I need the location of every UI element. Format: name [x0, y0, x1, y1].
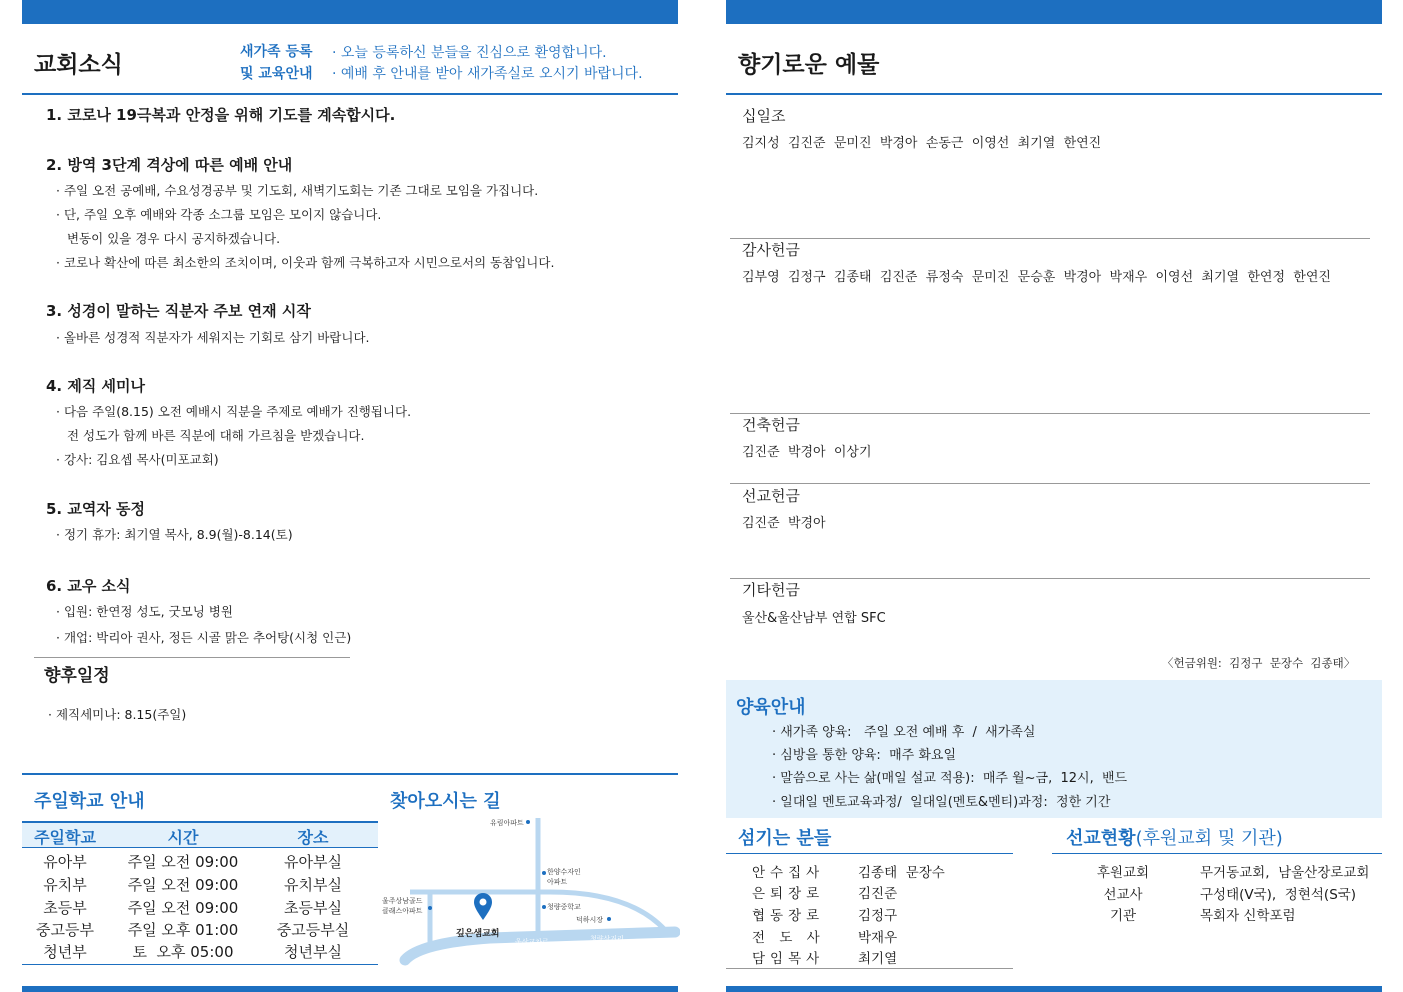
time-cell: 주일 오전 09:00 [127, 876, 239, 894]
schedule-title: 향후일정 [44, 666, 110, 686]
news-item-4-line-3: · 강사: 김요셉 목사(미포교회) [56, 452, 219, 467]
offering-group-title: 감사헌금 [742, 241, 800, 259]
church-marker-icon [474, 893, 492, 920]
news-item-1-title: 1. 코로나 19극복과 안정을 위해 기도를 계속합시다. [46, 106, 396, 124]
offering-group-names: 김부영 김정구 김종태 김진준 류정숙 문미진 문승훈 박경아 박재우 이영선 최기열 한연정 한연진 [742, 270, 1331, 285]
mission-value: 무거동교회, 남울산장로교회 [1200, 865, 1370, 881]
schedule-line: · 제직세미나: 8.15(주일) [48, 707, 187, 722]
bottom-bar-left [22, 986, 678, 992]
offering-group-names: 김진준 박경아 [742, 516, 826, 531]
offering-divider [730, 483, 1370, 484]
nurture-line: · 심방을 통한 양육: 매주 화요일 [772, 748, 957, 763]
map-label-road-2: 청량삼거리 [590, 935, 624, 943]
offering-committee: 〈헌금위원: 김정구 문장수 김종태〉 [1162, 656, 1356, 670]
news-item-6-line-1: · 입원: 한연정 성도, 굿모닝 병원 [56, 604, 233, 619]
offering-group-title: 기타헌금 [742, 581, 800, 599]
news-item-2-line-3: 변동이 있을 경우 다시 공지하겠습니다. [67, 231, 281, 246]
mission-key: 기관 [1109, 908, 1137, 924]
time-cell: 토 오후 05:00 [132, 943, 234, 961]
servant-role: 협동장로 [752, 908, 825, 924]
news-item-6-line-2: · 개업: 박리아 권사, 정든 시골 맑은 추어탕(시청 인근) [56, 630, 352, 645]
map-label-yurim: 유림아파트 [490, 819, 524, 827]
missions-title-main: 선교현황 [1066, 828, 1136, 849]
map-label-hanyang-2: 아파트 [547, 878, 568, 886]
bottom-bar-right [726, 986, 1382, 992]
servant-row [752, 926, 1012, 948]
map-label-road-1: 울산교차로 [515, 938, 549, 946]
servant-row [752, 947, 1012, 969]
news-item-4-line-2: 전 성도가 함께 바른 직분에 대해 가르침을 받겠습니다. [67, 428, 365, 443]
servants-title: 섬기는 분들 [738, 828, 832, 849]
map-dot-cheongnyang [542, 905, 546, 909]
table-row [22, 874, 377, 896]
servant-role: 은퇴장로 [752, 886, 825, 902]
place-cell: 유아부실 [284, 853, 342, 871]
dept-cell: 초등부 [43, 899, 87, 917]
map-title: 찾아오시는 길 [390, 791, 501, 812]
dept-cell: 청년부 [43, 943, 87, 961]
map-label-woosu-1: 울주상남골드 [382, 897, 423, 905]
newcomer-label-2: 및 교육안내 [240, 66, 313, 82]
place-cell: 초등부실 [284, 899, 342, 917]
servant-name: 김정구 [858, 908, 898, 924]
map-label-deokha: 덕하시장 [576, 916, 604, 924]
servant-role: 담임목사 [752, 951, 825, 967]
mission-key: 후원교회 [1096, 865, 1150, 881]
sunday-school-header-line [22, 847, 378, 848]
offering-group-title: 십일조 [742, 107, 786, 125]
offering-group-title: 건축헌금 [742, 416, 800, 434]
church-marker-dot [480, 899, 487, 906]
servant-name: 김종태 문장수 [858, 865, 945, 881]
offering-divider [730, 413, 1370, 414]
offering-group-names: 김지성 김진준 문미진 박경아 손동근 이영선 최기열 한연진 [742, 136, 1102, 151]
map-dot-hanyang [542, 871, 546, 875]
news-item-2-line-4: · 코로나 확산에 따른 최소한의 조치이며, 이웃과 함께 극복하고자 시민으로서의 동참입니다. [56, 255, 555, 270]
news-item-5-line-1: · 정기 휴가: 최기열 목사, 8.9(월)-8.14(토) [56, 527, 293, 542]
servant-row [752, 861, 1012, 883]
dept-cell: 유치부 [43, 876, 87, 894]
offering-divider [730, 578, 1370, 579]
offering-group-names: 김진준 박경아 이상기 [742, 445, 872, 460]
top-bar-left [22, 0, 678, 24]
servant-row [752, 904, 1012, 926]
dept-cell: 중고등부 [36, 921, 94, 939]
servant-role: 안수집사 [752, 865, 825, 881]
nurture-line: · 말씀으로 사는 삶(매일 설교 적용): 매주 월~금, 12시, 밴드 [772, 771, 1128, 786]
nurture-line: · 새가족 양육: 주일 오전 예배 후 / 새가족실 [772, 725, 1036, 740]
newcomer-line-1: · 오늘 등록하신 분들을 진심으로 환영합니다. [332, 45, 607, 61]
offering-divider [730, 238, 1370, 239]
servant-name: 박재우 [858, 930, 898, 946]
time-cell: 주일 오전 09:00 [127, 899, 239, 917]
header-time: 시간 [167, 828, 199, 847]
news-item-2-line-1: · 주일 오전 공예배, 수요성경공부 및 기도회, 새벽기도회는 기존 그대로 모임을 가집니다. [56, 183, 539, 198]
news-item-3-line-1: · 올바른 성경적 직분자가 세워지는 기회로 삼기 바랍니다. [56, 330, 370, 345]
top-bar-right [726, 0, 1382, 24]
header-place: 장소 [297, 828, 329, 847]
dept-cell: 유아부 [43, 853, 87, 871]
header-dept: 주일학교 [34, 828, 96, 847]
nurture-title: 양육안내 [736, 697, 806, 718]
missions-divider [1052, 853, 1382, 854]
mission-value: 목회자 신학포럼 [1200, 908, 1296, 924]
map-label-cheongnyang: 청량중학교 [547, 903, 581, 911]
missions-title-sub: (후원교회 및 기관) [1135, 828, 1283, 849]
mission-row [1078, 883, 1378, 905]
place-cell: 청년부실 [284, 943, 342, 961]
offering-group-title: 선교헌금 [742, 487, 800, 505]
table-row [22, 941, 377, 963]
place-cell: 유치부실 [284, 876, 342, 894]
servants-divider [726, 853, 1013, 854]
place-cell: 중고등부실 [276, 921, 350, 939]
table-row [22, 851, 377, 873]
news-item-4-line-1: · 다음 주일(8.15) 오전 예배시 직분을 주제로 예배가 진행됩니다. [56, 404, 412, 419]
time-cell: 주일 오전 09:00 [127, 853, 239, 871]
news-item-2-line-2: · 단, 주일 오후 예배와 각종 소그룹 모임은 모이지 않습니다. [56, 207, 382, 222]
sunday-school-table-bottom [22, 964, 378, 965]
offerings-divider [726, 93, 1382, 95]
sunday-school-title: 주일학교 안내 [34, 791, 145, 812]
news-item-4-title: 4. 제직 세미나 [46, 377, 146, 395]
mission-key: 선교사 [1103, 887, 1143, 903]
news-item-2-title: 2. 방역 3단계 격상에 따른 예배 안내 [46, 156, 293, 174]
servants-bottom-line [726, 968, 1013, 969]
map-label-woosu-2: 클래스아파트 [382, 907, 423, 915]
schedule-divider [34, 657, 350, 658]
news-title: 교회소식 [34, 52, 123, 78]
time-cell: 주일 오후 01:00 [127, 921, 239, 939]
map-label-hanyang-1: 한양수자인 [547, 868, 581, 876]
nurture-line: · 일대일 멘토교육과정/ 일대일(멘토&멘티)과정: 정한 기간 [772, 795, 1111, 810]
map-label-church: 깊은샘교회 [456, 929, 500, 939]
map-dot-deokha [607, 917, 611, 921]
bottom-section-divider [22, 773, 678, 775]
news-item-5-title: 5. 교역자 동정 [46, 500, 146, 518]
map-dot-woosu [428, 906, 432, 910]
newcomer-label-1: 새가족 등록 [240, 44, 313, 60]
sunday-school-header [22, 823, 378, 847]
servant-name: 김진준 [858, 886, 898, 902]
news-item-3-title: 3. 성경이 말하는 직분자 주보 연재 시작 [46, 302, 311, 320]
mission-row [1078, 861, 1378, 883]
offerings-title: 향기로운 예물 [738, 52, 880, 78]
mission-row [1078, 904, 1378, 926]
table-row [22, 919, 377, 941]
mission-value: 구성태(V국), 정현석(S국) [1200, 887, 1357, 903]
table-row [22, 897, 377, 919]
newcomer-line-2: · 예배 후 안내를 받아 새가족실로 오시기 바랍니다. [332, 66, 643, 82]
map-dot-yurim [526, 820, 530, 824]
missions-title [1066, 824, 1283, 850]
news-item-6-title: 6. 교우 소식 [46, 577, 131, 595]
servant-row [752, 882, 1012, 904]
news-divider [22, 93, 678, 95]
servant-name: 최기열 [858, 951, 898, 967]
offering-group-names: 울산&울산남부 연합 SFC [742, 611, 886, 626]
servant-role: 전 도 사 [752, 930, 825, 946]
location-map [380, 810, 680, 970]
